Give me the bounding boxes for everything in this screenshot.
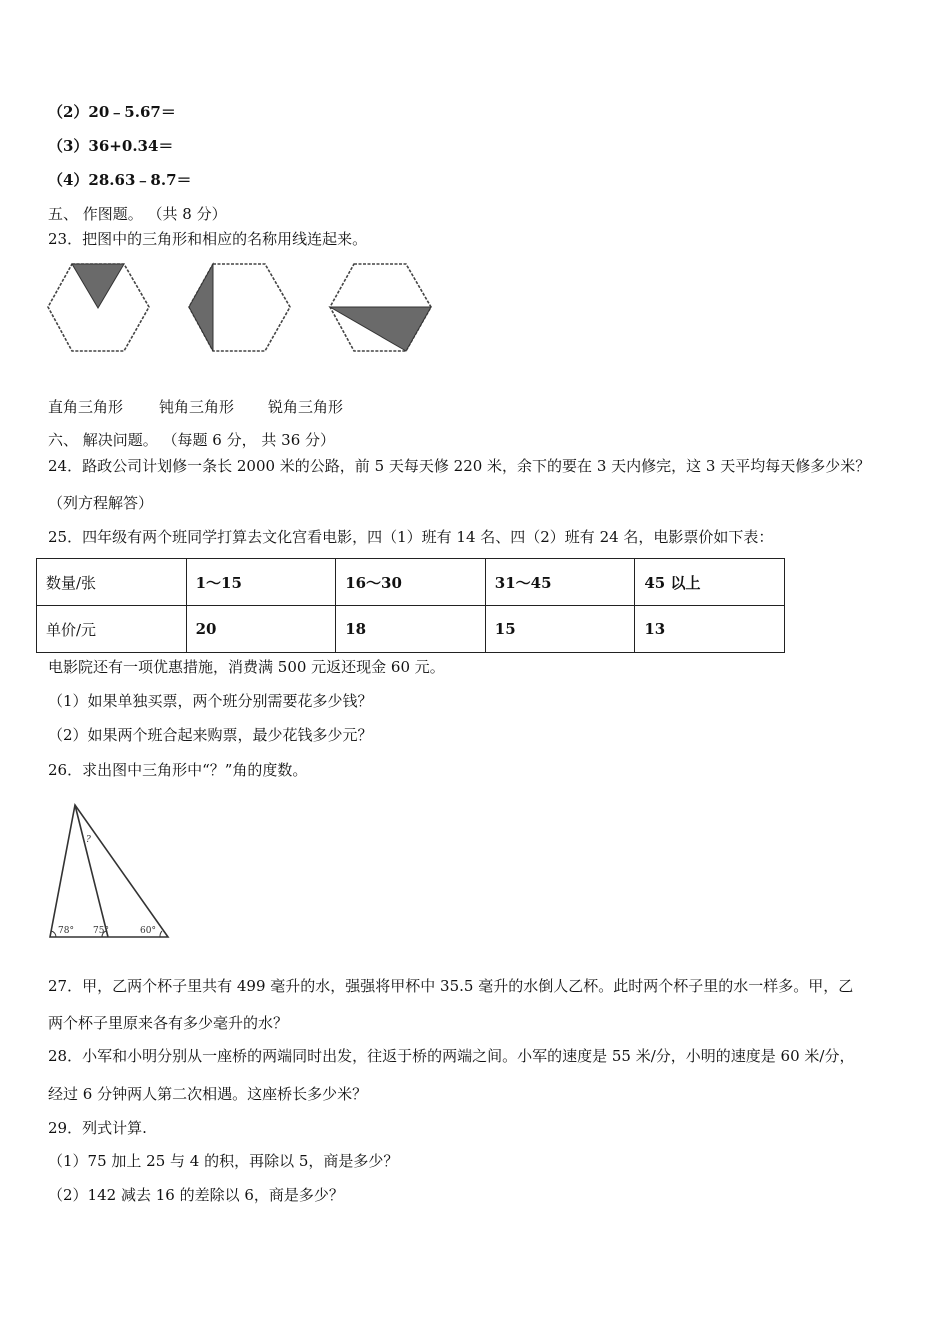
question-29: 29．列式计算. — [48, 1119, 147, 1137]
question-24-line-1: 24．路政公司计划修一条长 2000 米的公路，前 5 天每天修 220 米，余下的要在 3 天内修完，这 3 天平均每天修多少米？ — [48, 457, 871, 475]
question-27-line-1: 27．甲，乙两个杯子里共有 499 毫升的水，强强将甲杯中 35.5 毫升的水倒人乙杯。此时两个杯子里的水一样多。甲，乙 — [48, 977, 854, 995]
question-25-intro: 25．四年级有两个班同学打算去文化宫看电影，四（1）班有 14 名、四（2）班有 24 名，电影票价如下表： — [48, 528, 774, 546]
triangle-figure — [44, 800, 174, 942]
hexagon-figure-2 — [185, 258, 295, 356]
ticket-price-table — [36, 558, 785, 653]
angle-label-75: 75° — [93, 926, 109, 936]
table-cell: 数量/张 — [37, 559, 187, 606]
hexagon-figure-3 — [326, 258, 436, 356]
table-cell: 单价/元 — [37, 606, 187, 653]
question-26: 26．求出图中三角形中“？”角的度数。 — [48, 761, 308, 779]
question-25-note: 电影院还有一项优惠措施，消费满 500 元返还现金 60 元。 — [48, 658, 445, 676]
question-27-line-2: 两个杯子里原来各有多少毫升的水？ — [48, 1014, 289, 1032]
question-25-part-1: （1）如果单独买票，两个班分别需要花多少钱？ — [48, 692, 373, 710]
table-cell: 15 — [485, 606, 635, 653]
question-29-part-1: （1）75 加上 25 与 4 的积，再除以 5，商是多少？ — [48, 1152, 399, 1170]
question-24-line-2: （列方程解答） — [48, 494, 154, 512]
question-23: 23．把图中的三角形和相应的名称用线连起来。 — [48, 230, 368, 248]
section-6-heading: 六、 解决问题。 （每题 6 分， 共 36 分） — [48, 431, 336, 449]
table-cell: 16～30 — [336, 559, 486, 606]
table-cell: 20 — [186, 606, 336, 653]
section-5-heading: 五、 作图题。 （共 8 分） — [48, 205, 227, 223]
table-cell: 45 以上 — [635, 559, 785, 606]
question-28-line-1: 28．小军和小明分别从一座桥的两端同时出发，往返于桥的两端之间。小军的速度是 55 米/分，小明的速度是 60 米/分， — [48, 1047, 855, 1065]
table-cell: 13 — [635, 606, 785, 653]
table-cell: 31～45 — [485, 559, 635, 606]
question-29-part-2: （2）142 减去 16 的差除以 6，商是多少？ — [48, 1186, 344, 1204]
table-row — [37, 559, 785, 606]
question-25-part-2: （2）如果两个班合起来购票，最少花钱多少元？ — [48, 726, 373, 744]
triangle-name-obtuse: 钝角三角形 — [159, 398, 235, 416]
triangle-name-right: 直角三角形 — [48, 398, 124, 416]
calc-item-3: （3）36+0.34＝ — [48, 137, 174, 155]
angle-label-78: 78° — [58, 926, 74, 936]
angle-label-question: ? — [86, 835, 91, 845]
calc-item-4: （4）28.63﹣8.7＝ — [48, 171, 192, 189]
hexagon-figure-1 — [44, 258, 154, 356]
table-cell: 18 — [336, 606, 486, 653]
table-cell: 1～15 — [186, 559, 336, 606]
calc-item-2: （2）20﹣5.67＝ — [48, 103, 176, 121]
triangle-name-acute: 锐角三角形 — [268, 398, 344, 416]
table-row — [37, 606, 785, 653]
angle-label-60: 60° — [140, 926, 156, 936]
question-28-line-2: 经过 6 分钟两人第二次相遇。这座桥长多少米？ — [48, 1085, 368, 1103]
